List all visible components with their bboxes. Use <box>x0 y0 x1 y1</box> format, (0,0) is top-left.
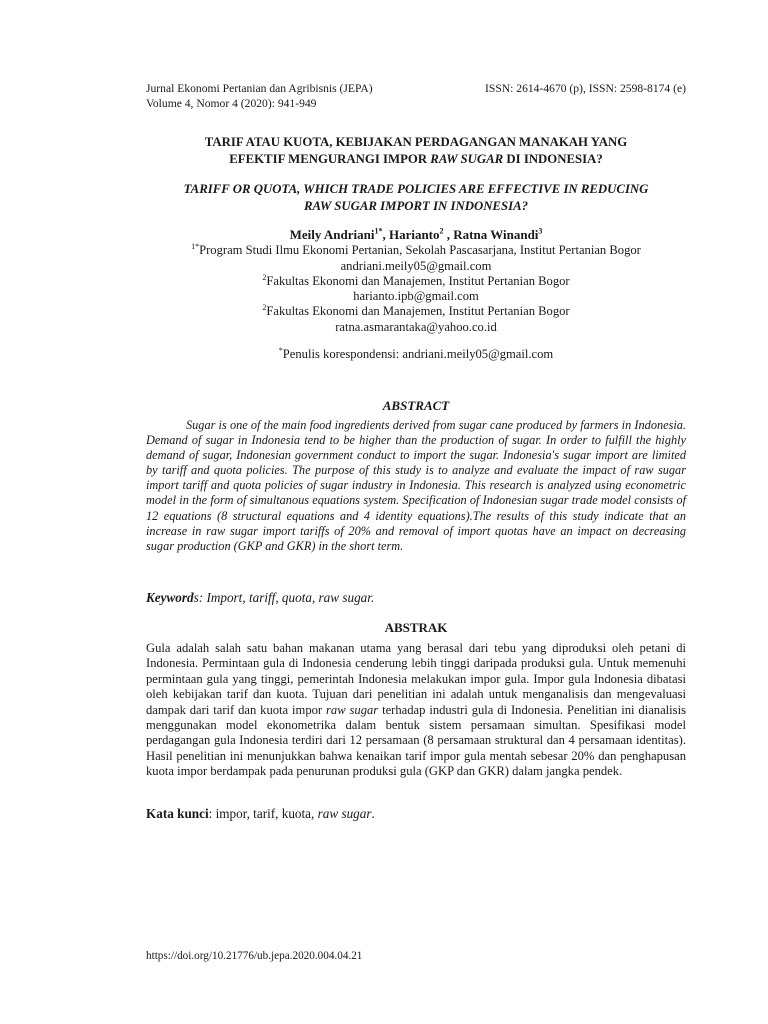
title-indonesian <box>146 134 686 168</box>
title-id-italic: RAW SUGAR <box>430 152 504 166</box>
abstract-indonesian <box>146 641 686 780</box>
email-2: harianto.ipb@gmail.com <box>353 289 479 304</box>
affiliation-1-text: Program Studi Ilmu Ekonomi Pertanian, Sekolah Pascasarjana, Institut Pertanian Bogor <box>199 243 641 258</box>
volume-info: Volume 4, Nomor 4 (2020): 941-949 <box>146 96 317 110</box>
title-id-text-end: DI INDONESIA? <box>503 152 603 166</box>
corresponding-text: Penulis korespondensi: andriani.meily05@gmail.com <box>282 347 554 362</box>
running-header <box>146 82 686 111</box>
author-1: Meily Andriani <box>289 227 375 242</box>
affiliation-3 <box>146 304 686 319</box>
author-1-sup: 1* <box>374 226 383 236</box>
kata-kunci-end: . <box>371 806 375 821</box>
author-names <box>146 227 686 242</box>
corresponding-sup: * <box>278 345 283 355</box>
title-en-line2: RAW SUGAR IMPORT IN INDONESIA? <box>303 199 528 213</box>
title-id-line1: TARIF ATAU KUOTA, KEBIJAKAN PERDAGANGAN MANAKAH YANG <box>204 135 628 149</box>
keywords-text: s: Import, tariff, quota, raw sugar. <box>193 590 375 605</box>
author-3-sup: 3 <box>538 226 543 236</box>
affiliation-3-text: Fakultas Ekonomi dan Manajemen, Institut Pertanian Bogor <box>266 304 570 319</box>
issn: ISSN: 2614-4670 (p), ISSN: 2598-8174 (e) <box>485 82 686 95</box>
journal-name: Jurnal Ekonomi Pertanian dan Agribisnis (JEPA) <box>146 82 373 95</box>
kata-kunci-italic: raw sugar <box>317 806 372 821</box>
keywords-indonesian <box>146 806 686 822</box>
author-2: , Harianto <box>382 227 440 242</box>
title-english <box>146 181 686 215</box>
abstrak-italic: raw sugar <box>326 702 379 717</box>
affiliation-1 <box>146 243 686 258</box>
abstrak-text-a: Gula adalah salah satu bahan makanan utama yang berasal dari tebu yang diproduksi oleh petani di Indonesia. Permintaan gula di Indonesia cenderung lebih tinggi daripada produksi gula. Untuk memenuhi permintaan gula yang tinggi, pemerintah Indonesia melakukan impor gula. Impor gula Indonesia dibatasi oleh kebijakan tarif dan kuota. Tujuan dari penelitian ini adalah untuk menganalisis dan mengevaluasi dampak dari tarif dan kuota impor <box>146 641 686 717</box>
keywords-english <box>146 590 686 606</box>
kata-kunci-text: : impor, tarif, kuota, <box>208 806 318 821</box>
email-1: andriani.meily05@gmail.com <box>340 258 492 273</box>
affiliation-3-sup: 2 <box>262 303 267 313</box>
title-id-text: EFEKTIF MENGURANGI IMPOR <box>229 152 431 166</box>
email-3: ratna.asmarantaka@yahoo.co.id <box>335 319 497 334</box>
abstrak-text-b: terhadap industri gula di Indonesia. Penelitian ini dianalisis menggunakan model ekonometrika dalam bentuk sistem persamaan simultan. Spesifikasi model perdagangan gula Indonesia terdiri dari 12 persamaan (8 persamaan struktural dan 4 persamaan identitas). Hasil penelitian ini menunjukkan bahwa kenaikan tarif impor gula mentah sebesar 20% dan penghapusan kuota impor berdampak pada penurunan produksi gula (GKP dan GKR) dalam jangka pendek. <box>146 702 686 779</box>
affiliation-1-sup: 1* <box>191 242 200 252</box>
corresponding-author <box>146 347 686 362</box>
abstrak-heading: ABSTRAK <box>384 620 448 635</box>
affiliation-2-sup: 2 <box>262 272 267 282</box>
author-2-sup: 2 <box>439 226 444 236</box>
affiliation-2-text: Fakultas Ekonomi dan Manajemen, Institut Pertanian Bogor <box>266 273 570 288</box>
title-id-line2 <box>146 151 686 168</box>
author-3: , Ratna Winandi <box>443 227 539 242</box>
keywords-label: Keyword <box>146 590 194 605</box>
abstract-english: Sugar is one of the main food ingredients derived from sugar cane produced by farmers in Indonesia. Demand of sugar in Indonesia tend to be higher than the production of sugar. In order to fulfill the highly demand of sugar, Indonesian government conduct to import the sugar. Indonesia's sugar import are limited by tariff and quota policies. The purpose of this study is to analyze and evaluate the impact of raw sugar import tariff and quota policies of sugar industry in Indonesia. This research is analyzed using econometric model in the form of simultanous equations system. Specification of Indonesian sugar trade model consists of 12 equations (8 structural equations and 4 identity equations).The results of this study indicate that an increase in raw sugar import tariffs of 20% and removal of import quotas have an impact on decreasing sugar production (GKP and GKR) in the short term. <box>146 418 686 553</box>
kata-kunci-label: Kata kunci <box>146 806 209 821</box>
doi-link[interactable]: https://doi.org/10.21776/ub.jepa.2020.004.04.21 <box>146 950 363 962</box>
title-en-line1: TARIFF OR QUOTA, WHICH TRADE POLICIES ARE EFFECTIVE IN REDUCING <box>183 182 649 196</box>
affiliation-2 <box>146 274 686 289</box>
author-block <box>146 227 686 362</box>
abstract-heading: ABSTRACT <box>382 398 450 413</box>
